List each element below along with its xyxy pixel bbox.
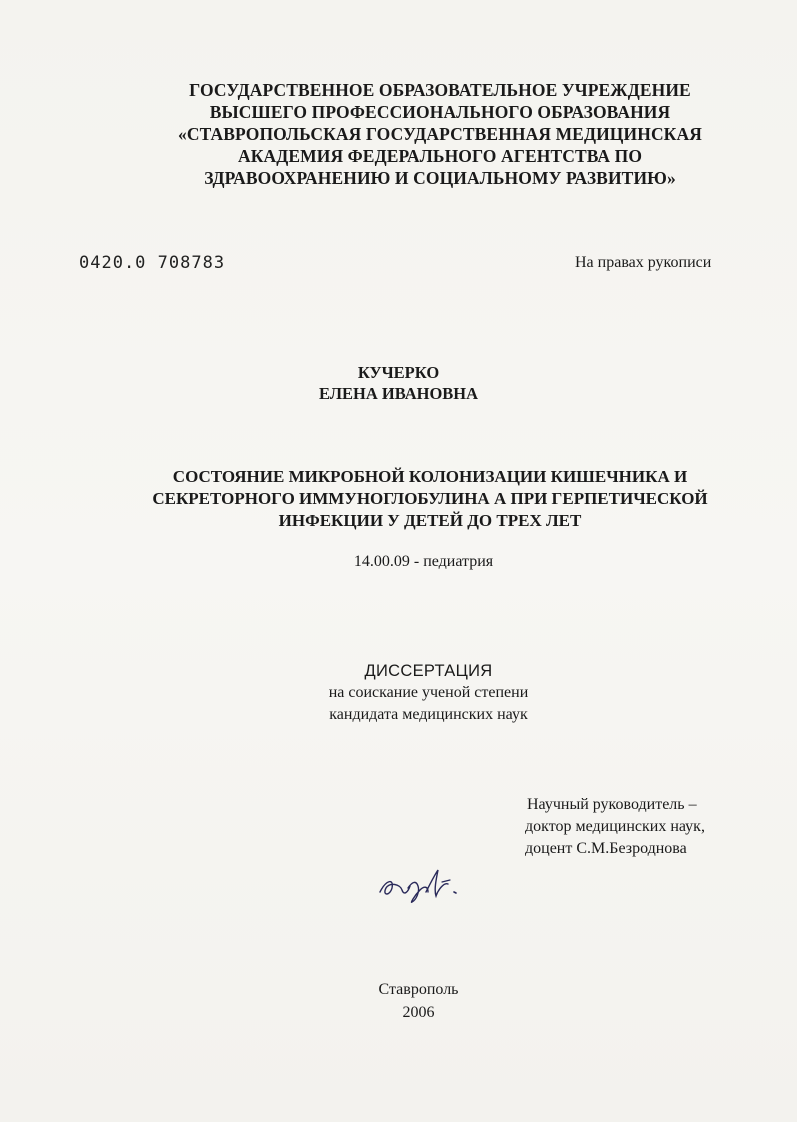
archive-code: 0420.0 708783 xyxy=(79,253,226,273)
degree-line-1: на соискание ученой степени xyxy=(328,684,529,701)
header-line: «СТАВРОПОЛЬСКАЯ ГОСУДАРСТВЕННАЯ МЕДИЦИНСКАЯ xyxy=(178,124,702,144)
supervisor-name: доцент С.М.Безроднова xyxy=(525,840,687,857)
dissertation-heading: ДИССЕРТАЦИЯ xyxy=(364,662,493,680)
manuscript-rights-note: На правах рукописи xyxy=(575,254,712,271)
supervisor-label: Научный руководитель – xyxy=(527,796,697,813)
header-line: ГОСУДАРСТВЕННОЕ ОБРАЗОВАТЕЛЬНОЕ УЧРЕЖДЕНИЕ xyxy=(189,80,691,100)
author-name: ЕЛЕНА ИВАНОВНА xyxy=(318,384,479,403)
year: 2006 xyxy=(402,1004,435,1021)
header-line: ЗДРАВООХРАНЕНИЮ И СОЦИАЛЬНОМУ РАЗВИТИЮ» xyxy=(204,168,676,188)
header-line: АКАДЕМИЯ ФЕДЕРАЛЬНОГО АГЕНТСТВА ПО xyxy=(237,146,643,166)
dissertation-type-block xyxy=(0,660,797,726)
place-and-year xyxy=(0,978,797,1024)
city: Ставрополь xyxy=(378,981,459,998)
author-surname: КУЧЕРКО xyxy=(357,363,440,382)
header-line: ВЫСШЕГО ПРОФЕССИОНАЛЬНОГО ОБРАЗОВАНИЯ xyxy=(209,102,671,122)
title-line: ИНФЕКЦИИ У ДЕТЕЙ ДО ТРЕХ ЛЕТ xyxy=(278,511,582,530)
title-line: СОСТОЯНИЕ МИКРОБНОЙ КОЛОНИЗАЦИИ КИШЕЧНИКА И xyxy=(172,467,688,486)
institution-header xyxy=(140,79,740,189)
degree-line-2: кандидата медицинских наук xyxy=(329,706,528,723)
handwritten-signature xyxy=(372,862,482,910)
author-block xyxy=(0,362,797,404)
supervisor-block xyxy=(525,794,705,860)
title-line: СЕКРЕТОРНОГО ИММУНОГЛОБУЛИНА А ПРИ ГЕРПЕТИЧЕСКОЙ xyxy=(152,489,708,508)
specialty-code: 14.00.09 - педиатрия xyxy=(353,553,494,570)
dissertation-title xyxy=(130,466,730,532)
supervisor-degree: доктор медицинских наук, xyxy=(525,818,705,835)
